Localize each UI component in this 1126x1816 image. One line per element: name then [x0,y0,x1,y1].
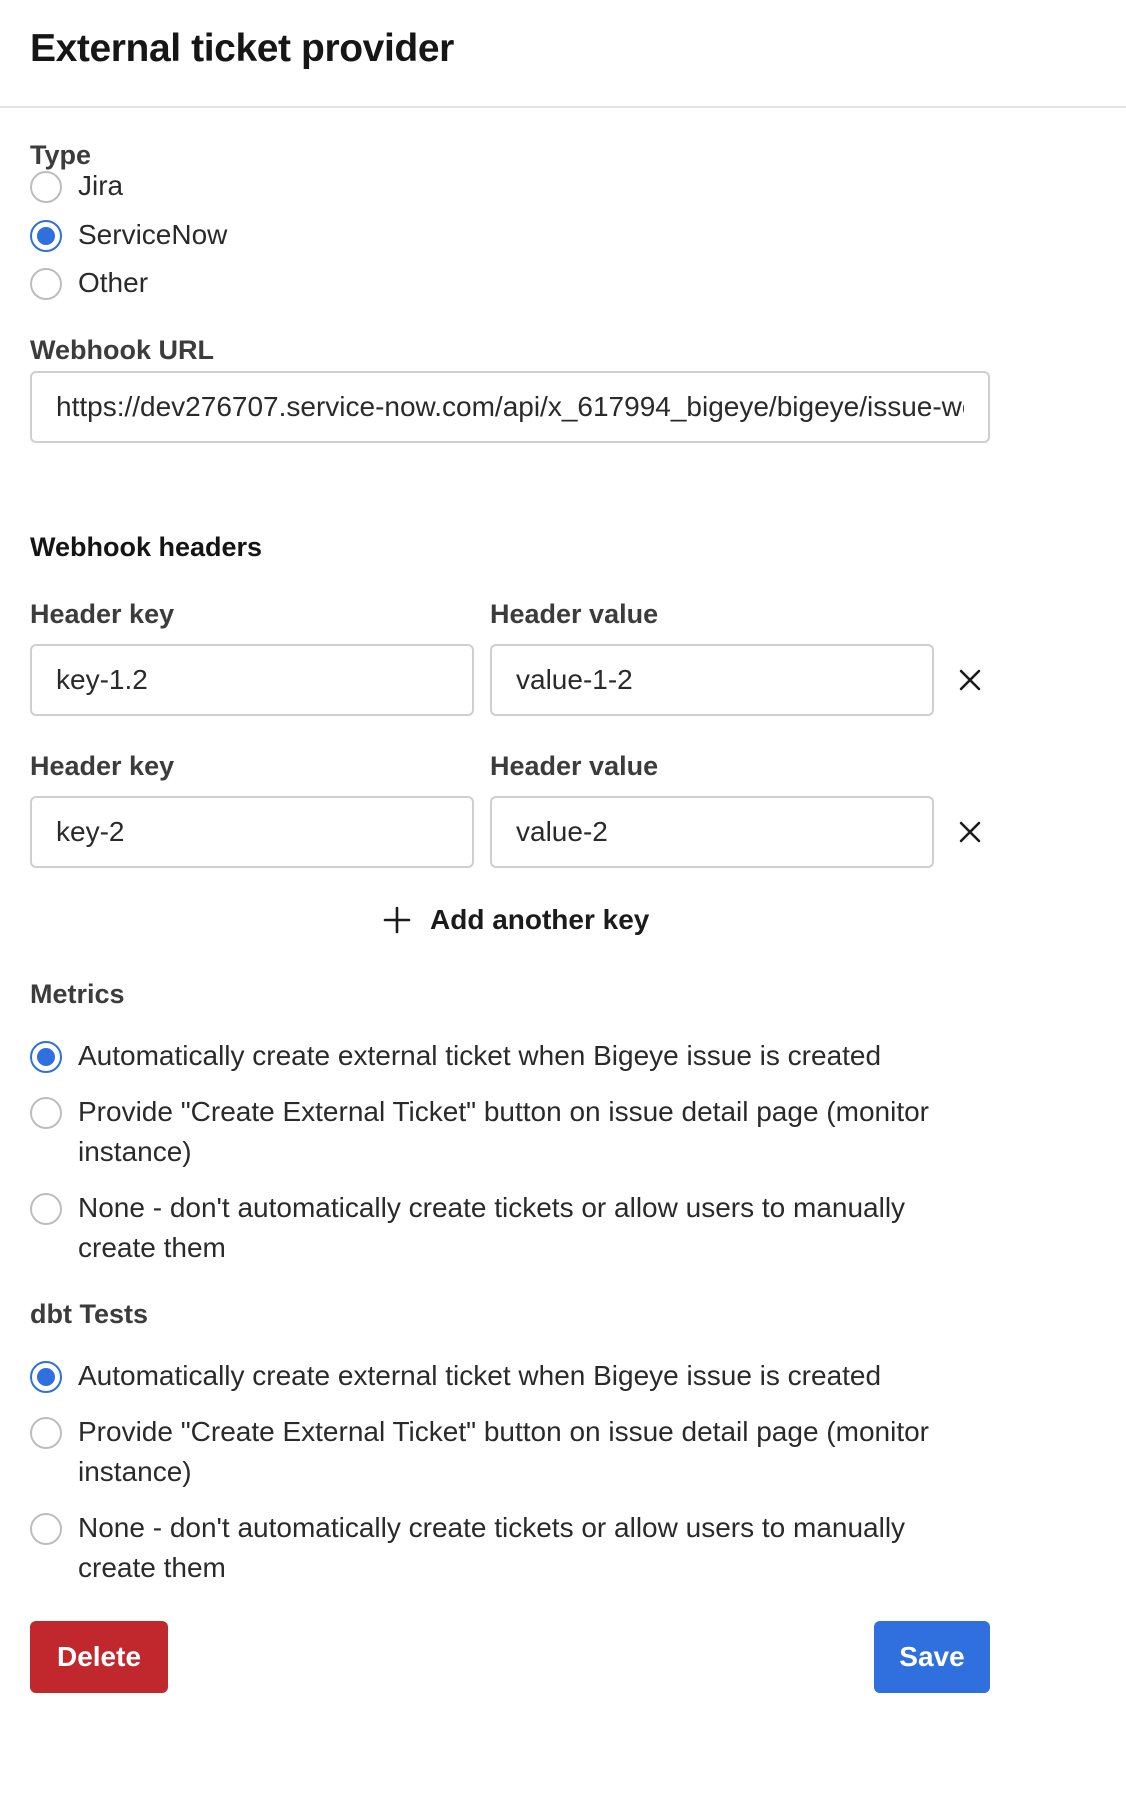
page-header [0,0,1126,108]
metrics-option-label: Automatically create external ticket when Bigeye issue is created [78,1040,882,1071]
delete-button[interactable]: Delete [30,1621,168,1693]
webhook-url-label: Webhook URL [30,335,214,365]
radio-checked-icon[interactable] [30,1041,62,1073]
radio-unchecked-icon[interactable] [30,1193,62,1225]
radio-unchecked-icon[interactable] [30,171,62,203]
page-title: External ticket provider [30,27,454,70]
radio-checked-icon[interactable] [30,1361,62,1393]
radio-unchecked-icon[interactable] [30,1417,62,1449]
header-value-input[interactable] [490,796,934,868]
radio-unchecked-icon[interactable] [30,1513,62,1545]
dbt-option-none[interactable] [30,1511,958,1588]
type-option-label: Jira [78,170,124,201]
dbt-option-label: Automatically create external ticket when Bigeye issue is created [78,1360,882,1391]
plus-icon [382,905,412,935]
add-another-key-label: Add another key [430,904,650,935]
dbt-option-label: None - don't automatically create tickets or allow users to manually create them [78,1512,906,1583]
metrics-option-none[interactable] [30,1191,958,1268]
radio-unchecked-icon[interactable] [30,268,62,300]
type-option-label: Other [78,267,149,298]
save-button[interactable]: Save [874,1621,990,1693]
webhook-url-input[interactable] [30,371,990,443]
radio-unchecked-icon[interactable] [30,1097,62,1129]
close-icon [958,820,982,844]
header-key-input[interactable] [30,796,474,868]
header-value-input[interactable] [490,644,934,716]
metrics-option-label: Provide "Create External Ticket" button on issue detail page (monitor instance) [78,1096,929,1167]
type-option-jira[interactable] [30,169,123,206]
dbt-tests-section-label: dbt Tests [30,1299,149,1329]
header-key-label: Header key [30,751,175,781]
dbt-option-auto-create[interactable] [30,1359,958,1396]
header-key-label: Header key [30,599,175,629]
header-value-label: Header value [490,599,659,629]
dbt-option-button[interactable] [30,1415,958,1492]
type-section-label: Type [30,140,92,170]
metrics-option-label: None - don't automatically create tickets or allow users to manually create them [78,1192,906,1263]
webhook-headers-label: Webhook headers [30,532,263,562]
close-icon [958,668,982,692]
remove-header-button[interactable] [950,812,990,852]
add-another-key-button[interactable] [382,904,649,936]
radio-checked-icon[interactable] [30,220,62,252]
type-option-label: ServiceNow [78,219,228,250]
metrics-option-auto-create[interactable] [30,1039,958,1076]
header-value-label: Header value [490,751,659,781]
type-option-servicenow[interactable] [30,218,227,255]
header-key-input[interactable] [30,644,474,716]
metrics-section-label: Metrics [30,979,125,1009]
dbt-option-label: Provide "Create External Ticket" button on issue detail page (monitor instance) [78,1416,929,1487]
metrics-option-button[interactable] [30,1095,958,1172]
remove-header-button[interactable] [950,660,990,700]
type-option-other[interactable] [30,266,148,303]
